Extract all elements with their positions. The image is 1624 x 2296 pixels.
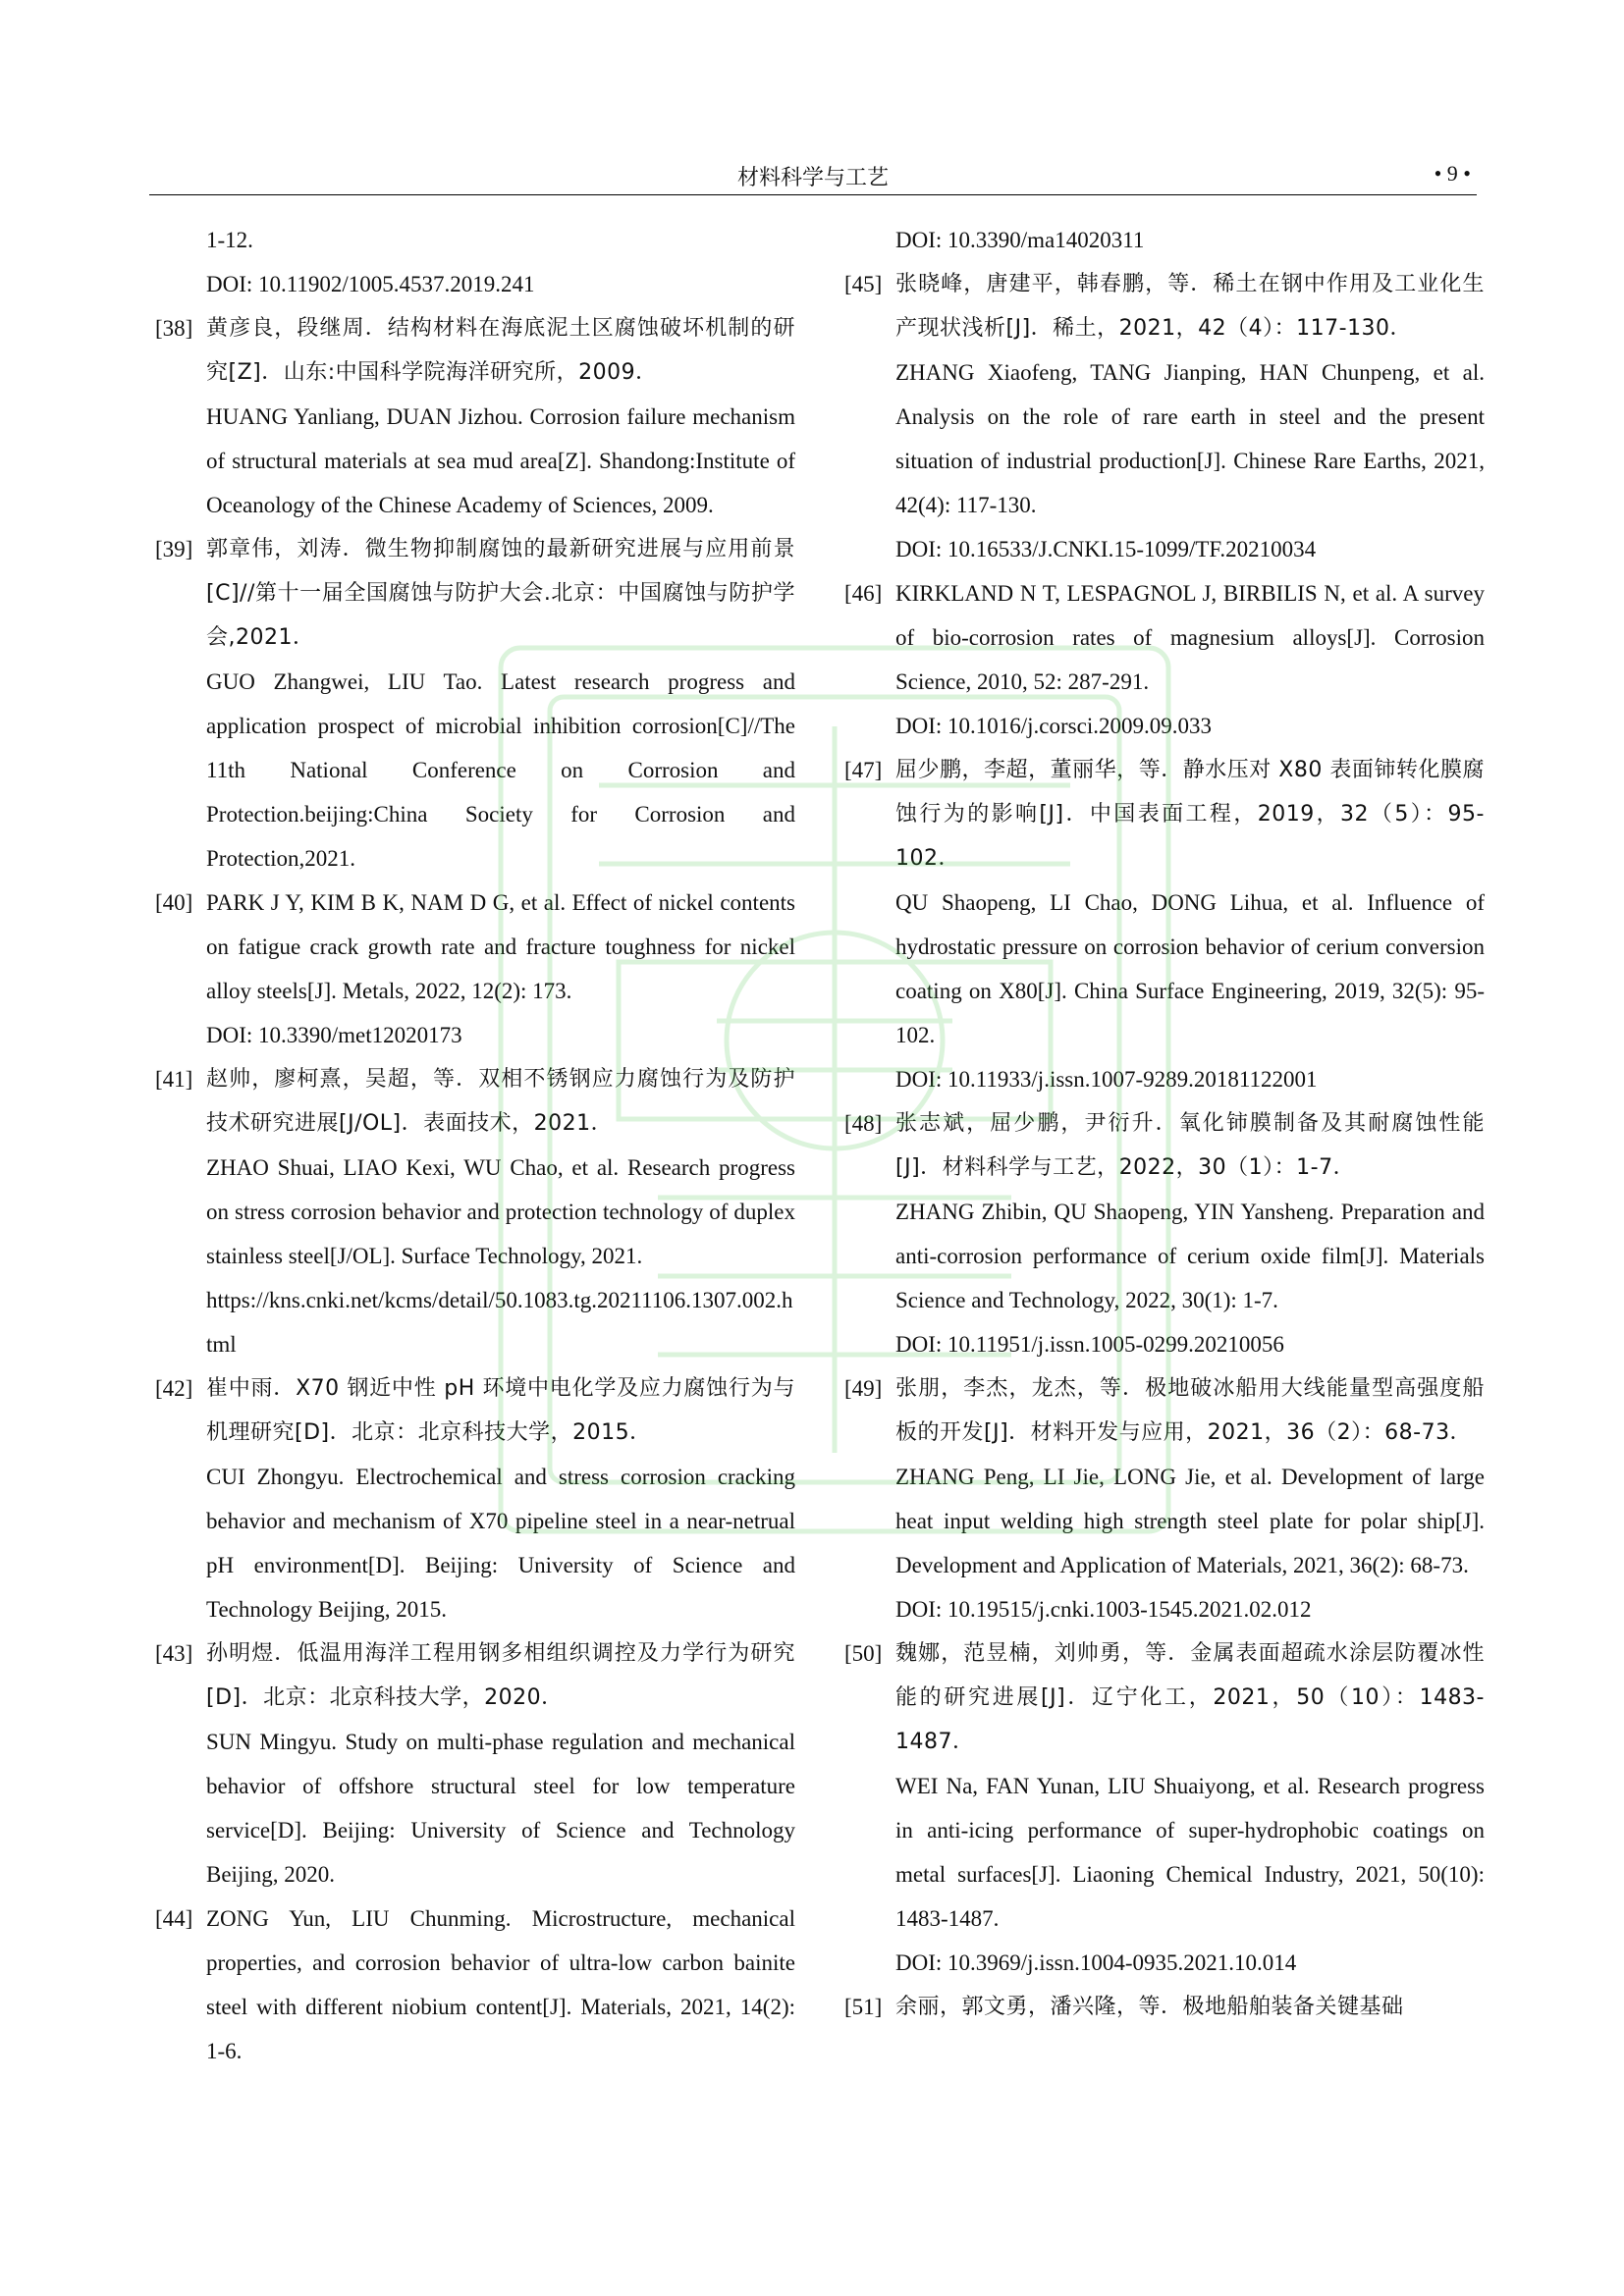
reference-entry: [155, 1896, 795, 2073]
reference-number: [50]: [844, 1641, 883, 1666]
reference-chinese: 郭章伟，刘涛．微生物抑制腐蚀的最新研究进展与应用前景[C]//第十一届全国腐蚀与防护大会.北京：中国腐蚀与防护学会,2021．: [206, 537, 795, 650]
reference-entry: [844, 1631, 1485, 1985]
reference-entry: [844, 1985, 1485, 2029]
continued-pages: 1-12.: [206, 228, 253, 252]
reference-english: SUN Mingyu. Study on multi-phase regulation and mechanical behavior of offshore structural steel for low temperature service[D]. Beijing: University of Science and Technology Beijing, 2020.: [206, 1730, 795, 1887]
reference-chinese: 张志斌，屈少鹏，尹衍升．氧化铈膜制备及其耐腐蚀性能[J]．材料科学与工艺，2022，30（1）：1-7．: [895, 1111, 1485, 1180]
reference-entry: [844, 262, 1485, 571]
reference-english: ZHANG Zhibin, QU Shaopeng, YIN Yansheng. Preparation and anti-corrosion performance of cerium oxide film[J]. Materials Science and Technology, 2022, 30(1): 1-7.: [895, 1200, 1485, 1312]
reference-chinese: 张朋，李杰，龙杰，等．极地破冰船用大线能量型高强度船板的开发[J]．材料开发与应用，2021，36（2）：68-73．: [895, 1376, 1485, 1445]
reference-doi: DOI: 10.11933/j.issn.1007-9289.20181122001: [895, 1067, 1318, 1092]
page-number: • 9 •: [1434, 161, 1471, 186]
reference-entry: [155, 881, 795, 1057]
reference-chinese: 张晓峰，唐建平，韩春鹏，等．稀土在钢中作用及工业化生产现状浅析[J]．稀土，2021，42（4）：117-130．: [895, 272, 1485, 341]
reference-english: ZHANG Peng, LI Jie, LONG Jie, et al. Development of large heat input welding high strength steel plate for polar ship[J]. Development and Application of Materials, 2021, 36(2): 68-73.: [895, 1465, 1485, 1577]
reference-number: [47]: [844, 758, 883, 782]
reference-number: [46]: [844, 581, 883, 606]
continued-doi: DOI: 10.3390/ma14020311: [895, 228, 1145, 252]
continued-reference: [844, 218, 1485, 262]
left-column: [155, 218, 795, 2073]
reference-chinese: 孙明煜．低温用海洋工程用钢多相组织调控及力学行为研究[D]．北京：北京科技大学，2020．: [206, 1641, 795, 1710]
reference-entry: [844, 1366, 1485, 1631]
reference-number: [42]: [155, 1376, 193, 1401]
reference-english: CUI Zhongyu. Electrochemical and stress corrosion cracking behavior and mechanism of X70 pipeline steel in a near-netrual pH environment[D]. Beijing: University of Science and Technology Beijing, 2015.: [206, 1465, 795, 1622]
reference-number: [48]: [844, 1111, 883, 1136]
reference-number: [43]: [155, 1641, 193, 1666]
reference-english: KIRKLAND N T, LESPAGNOL J, BIRBILIS N, et al. A survey of bio-corrosion rates of magnesium alloys[J]. Corrosion Science, 2010, 52: 287-291.: [895, 581, 1485, 694]
reference-number: [45]: [844, 272, 883, 296]
reference-chinese: 赵帅，廖柯熹，吴超，等．双相不锈钢应力腐蚀行为及防护技术研究进展[J/OL]．表面技术，2021．: [206, 1067, 795, 1136]
reference-chinese: 屈少鹏，李超，董丽华，等．静水压对 X80 表面铈转化膜腐蚀行为的影响[J]．中国表面工程，2019，32（5）：95-102．: [895, 758, 1485, 871]
reference-entry: [155, 1366, 795, 1631]
reference-english: GUO Zhangwei, LIU Tao. Latest research progress and application prospect of microbial inhibition corrosion[C]//The 11th National Conference on Corrosion and Protection.beijing:China Society for Corrosion and Protection,2021.: [206, 669, 795, 871]
reference-english: PARK J Y, KIM B K, NAM D G, et al. Effect of nickel contents on fatigue crack growth rate and fracture toughness for nickel alloy steels[J]. Metals, 2022, 12(2): 173.: [206, 890, 795, 1003]
reference-number: [44]: [155, 1906, 193, 1931]
reference-entry: [155, 1057, 795, 1366]
reference-url[interactable]: https://kns.cnki.net/kcms/detail/50.1083.tg.20211106.1307.002.html: [206, 1288, 793, 1357]
reference-number: [41]: [155, 1067, 193, 1092]
reference-entry: [844, 1101, 1485, 1366]
reference-chinese: 魏娜，范昱楠，刘帅勇，等．金属表面超疏水涂层防覆冰性能的研究进展[J]．辽宁化工，2021，50（10）：1483-1487．: [895, 1641, 1485, 1754]
reference-number: [51]: [844, 1995, 883, 2019]
continued-doi: DOI: 10.11902/1005.4537.2019.241: [206, 272, 535, 296]
reference-chinese: 黄彦良，段继周．结构材料在海底泥土区腐蚀破坏机制的研究[Z]．山东:中国科学院海洋研究所，2009．: [206, 316, 795, 385]
reference-entry: [844, 748, 1485, 1101]
continued-reference: [155, 218, 795, 306]
reference-doi: DOI: 10.1016/j.corsci.2009.09.033: [895, 714, 1212, 738]
reference-doi: DOI: 10.19515/j.cnki.1003-1545.2021.02.012: [895, 1597, 1312, 1622]
reference-english: ZHAO Shuai, LIAO Kexi, WU Chao, et al. Research progress on stress corrosion behavior and protection technology of duplex stainless steel[J/OL]. Surface Technology, 2021.: [206, 1155, 795, 1268]
reference-english: ZHANG Xiaofeng, TANG Jianping, HAN Chunpeng, et al. Analysis on the role of rare earth in steel and the present situation of industrial production[J]. Chinese Rare Earths, 2021, 42(4): 117-130.: [895, 360, 1485, 517]
running-header: [149, 157, 1477, 195]
reference-entry: [155, 306, 795, 527]
reference-entry: [155, 1631, 795, 1896]
reference-number: [39]: [155, 537, 193, 561]
right-column: [844, 218, 1485, 2029]
reference-number: [40]: [155, 890, 193, 915]
reference-english: WEI Na, FAN Yunan, LIU Shuaiyong, et al. Research progress in anti-icing performance of super-hydrophobic coatings on metal surfaces[J]. Liaoning Chemical Industry, 2021, 50(10): 1483-1487.: [895, 1774, 1485, 1931]
reference-doi: DOI: 10.3969/j.issn.1004-0935.2021.10.014: [895, 1950, 1297, 1975]
reference-number: [38]: [155, 316, 193, 341]
reference-doi: DOI: 10.3390/met12020173: [206, 1023, 462, 1047]
reference-english: QU Shaopeng, LI Chao, DONG Lihua, et al. Influence of hydrostatic pressure on corrosion behavior of cerium conversion coating on X80[J]. China Surface Engineering, 2019, 32(5): 95-102.: [895, 890, 1485, 1047]
reference-doi: DOI: 10.16533/J.CNKI.15-1099/TF.20210034: [895, 537, 1317, 561]
reference-chinese: 余丽，郭文勇，潘兴隆，等．极地船舶装备关键基础: [895, 1995, 1404, 2019]
reference-entry: [844, 571, 1485, 748]
reference-chinese: 崔中雨．X70 钢近中性 pH 环境中电化学及应力腐蚀行为与机理研究[D]．北京：北京科技大学，2015．: [206, 1376, 795, 1445]
reference-english: HUANG Yanliang, DUAN Jizhou. Corrosion failure mechanism of structural materials at sea mud area[Z]. Shandong:Institute of Oceanology of the Chinese Academy of Sciences, 2009.: [206, 404, 795, 517]
reference-english: ZONG Yun, LIU Chunming. Microstructure, mechanical properties, and corrosion behavior of ultra-low carbon bainite steel with different niobium content[J]. Materials, 2021, 14(2): 1-6.: [206, 1906, 795, 2063]
journal-title: 材料科学与工艺: [736, 166, 889, 190]
reference-entry: [155, 527, 795, 881]
reference-doi: DOI: 10.11951/j.issn.1005-0299.20210056: [895, 1332, 1284, 1357]
reference-number: [49]: [844, 1376, 883, 1401]
